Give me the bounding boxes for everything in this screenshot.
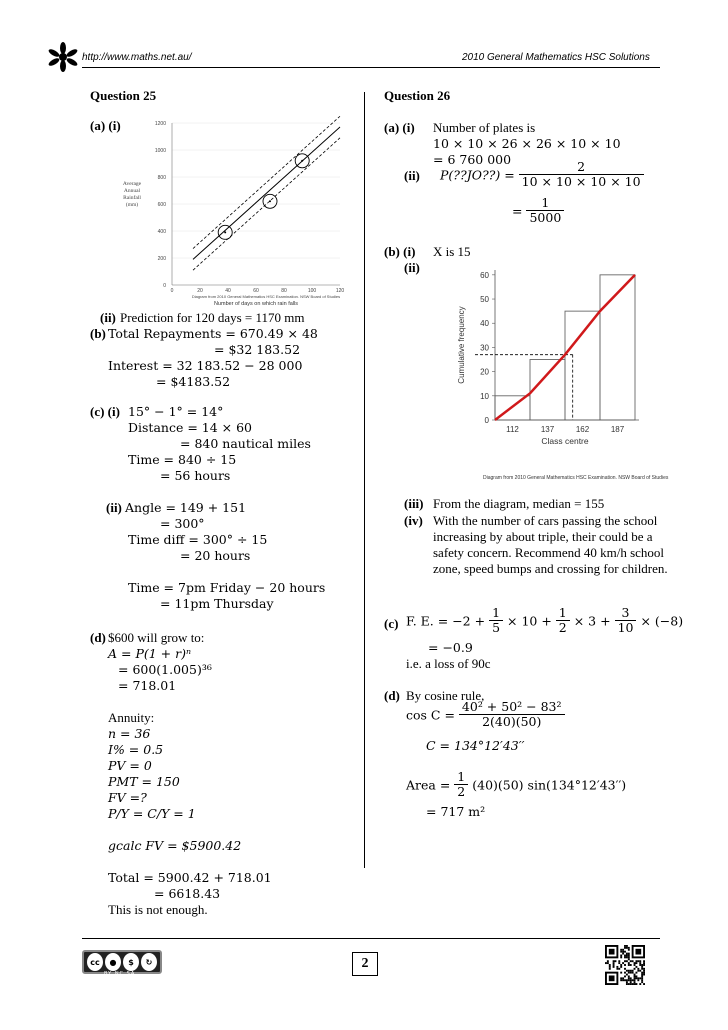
qr-module: [624, 975, 626, 977]
q26-aii-den: 10 × 10 × 10 × 10: [521, 174, 641, 190]
q26-aii-lhs: P(??JO??) =: [440, 167, 515, 183]
q25-cii-line5: Time = 7pm Friday − 20 hours: [128, 580, 326, 595]
qr-module: [628, 964, 630, 966]
q26-c-m3: × (−8): [640, 613, 684, 629]
q26-aii-num: 2: [519, 160, 644, 175]
qr-module: [605, 962, 607, 964]
qr-code-icon[interactable]: [605, 945, 645, 985]
q25-a-label: (a) (i): [90, 118, 121, 133]
q25-d-annuity: Annuity:: [108, 710, 155, 725]
qr-module: [639, 983, 641, 985]
qr-module: [634, 979, 636, 981]
qr-module: [616, 966, 618, 968]
qr-module: [630, 981, 632, 983]
q26-aii-expr2: [512, 196, 564, 226]
q25-c-line1: 15° − 1° = 14°: [128, 404, 224, 419]
q26-c-f2d: 2: [558, 620, 567, 636]
qr-module: [637, 960, 639, 962]
qr-module: [637, 970, 639, 972]
q25-d-pv: PV = 0: [108, 758, 152, 773]
qr-module: [620, 955, 622, 957]
q25-b-label: (b): [90, 326, 106, 341]
qr-module: [641, 975, 643, 977]
qr-module: [630, 979, 632, 981]
qr-module: [630, 970, 632, 972]
q25-d-pmt: PMT = 150: [108, 774, 180, 789]
q26-d-label: (d): [384, 688, 400, 703]
qr-module: [628, 970, 630, 972]
q25-d-line4: = 718.01: [118, 678, 177, 693]
qr-module: [626, 983, 628, 985]
qr-module: [628, 979, 630, 981]
qr-module: [628, 972, 630, 974]
cc-nc-label: NC: [114, 971, 125, 977]
qr-module: [616, 968, 618, 970]
qr-module: [637, 968, 639, 970]
qr-module: [643, 970, 645, 972]
y-tick-label: 20: [480, 367, 489, 377]
data-point: [301, 160, 303, 162]
qr-finder-core: [609, 949, 615, 955]
x-axis-label: Number of days on which rain falls: [213, 301, 299, 307]
cc-sa-label: SA: [126, 971, 136, 977]
band-line: [193, 116, 340, 248]
qr-module: [635, 972, 637, 974]
q26-d-area-rest: (40)(50) sin(134°12′43′′): [472, 777, 627, 793]
qr-module: [624, 968, 626, 970]
x-tick-label: 60: [253, 288, 259, 294]
q26-c-m1: × 10 +: [507, 613, 552, 629]
qr-module: [632, 970, 634, 972]
qr-module: [615, 960, 617, 962]
qr-module: [622, 979, 624, 981]
q26-d-half-d: 2: [457, 784, 466, 800]
qr-module: [635, 975, 637, 977]
qr-module: [643, 974, 645, 976]
q25-d-line1: $600 will grow to:: [108, 630, 205, 645]
q26-c-f2n: 1: [556, 606, 570, 621]
x-tick-label: 187: [610, 425, 625, 434]
q25-d-total3: This is not enough.: [108, 902, 208, 917]
y-tick-label: 600: [157, 202, 166, 208]
qr-module: [620, 966, 622, 968]
q25-b-line3: Interest = 32 183.52 − 28 000: [108, 358, 303, 373]
qr-module: [618, 960, 620, 962]
q26-c-frac2: [556, 606, 570, 636]
q26-d-num: 40² + 50² − 83²: [459, 700, 565, 715]
x-tick-label: 0: [170, 288, 174, 294]
qr-module: [632, 979, 634, 981]
qr-module: [628, 955, 630, 957]
x-tick-label: 100: [307, 288, 317, 294]
q26-c-line3: i.e. a loss of 90c: [406, 656, 491, 671]
q26-biv-label: (iv): [404, 513, 423, 528]
x-tick-label: 20: [197, 288, 203, 294]
qr-module: [624, 956, 626, 958]
q26-d-area-expr: [406, 770, 626, 800]
y-tick-label: 1200: [154, 121, 166, 127]
chart-caption: Diagram from 2010 General Mathematics HSC Examination. NSW Board of Studies: [191, 294, 341, 299]
qr-module: [626, 979, 628, 981]
y-tick-label: 50: [480, 295, 489, 305]
x-axis-label: Class centre: [541, 436, 589, 446]
qr-module: [635, 966, 637, 968]
qr-module: [635, 960, 637, 962]
x-tick-label: 112: [506, 425, 519, 434]
qr-module: [641, 968, 643, 970]
qr-module: [637, 979, 639, 981]
q26-c-m2: × 3 +: [573, 613, 611, 629]
y-tick-label: 30: [480, 343, 489, 353]
q25-c-line2: Distance = 14 × 60: [128, 420, 253, 435]
qr-module: [609, 968, 611, 970]
q25-cii-line1: Angle = 149 + 151: [125, 500, 247, 515]
q26-aii-expr: [440, 160, 644, 190]
q26-aii-fraction2: [526, 196, 564, 226]
x-tick-label: 40: [225, 288, 231, 294]
header-title: 2010 General Mathematics HSC Solutions: [462, 52, 650, 63]
y-tick-label: 60: [480, 270, 489, 280]
qr-module: [632, 960, 634, 962]
q26-c-f1d: 5: [492, 620, 501, 636]
qr-module: [643, 968, 645, 970]
page-number: 2: [352, 952, 378, 976]
qr-module: [634, 975, 636, 977]
q25-c-line3: = 840 nautical miles: [180, 436, 311, 451]
qr-module: [639, 964, 641, 966]
q25-cii-line2: = 300°: [160, 516, 205, 531]
qr-module: [628, 983, 630, 985]
qr-module: [609, 964, 611, 966]
q26-d-area2: = 717 m²: [426, 804, 486, 819]
qr-module: [628, 956, 630, 958]
q26-c-lhs: F. E. = −2 +: [406, 613, 486, 629]
q25-d-gcalc: gcalc FV = $5900.42: [108, 838, 242, 853]
qr-module: [620, 956, 622, 958]
qr-module: [641, 966, 643, 968]
q25-d-line3: = 600(1.005)³⁶: [118, 662, 212, 677]
q25-d-n: n = 36: [108, 726, 151, 741]
q26-chart-caption: Diagram from 2010 General Mathematics HSC Examination. NSW Board of Studies: [483, 475, 669, 481]
sa-share-icon: ↻: [141, 953, 157, 971]
q26-aii-num2: 1: [526, 196, 564, 211]
qr-module: [624, 955, 626, 957]
qr-module: [628, 975, 630, 977]
qr-module: [626, 956, 628, 958]
qr-module: [630, 972, 632, 974]
y-axis-label: Rainfall: [123, 195, 141, 201]
y-tick-label: 40: [480, 319, 489, 329]
qr-module: [634, 977, 636, 979]
y-axis-label: Cumulative frequency: [457, 306, 466, 384]
qr-module: [613, 966, 615, 968]
qr-module: [622, 953, 624, 955]
qr-module: [630, 960, 632, 962]
q26-heading: Question 26: [384, 88, 451, 103]
q25-d-py: P/Y = C/Y = 1: [108, 806, 196, 821]
qr-module: [626, 945, 628, 947]
qr-module: [618, 968, 620, 970]
qr-module: [624, 960, 626, 962]
q26-aii-fraction: [519, 160, 644, 190]
histogram-bar: [565, 311, 600, 420]
q25-b-line4: = $4183.52: [156, 374, 231, 389]
qr-module: [643, 960, 645, 962]
q25-cii-line6: = 11pm Thursday: [160, 596, 274, 611]
q26-bii-label: (ii): [404, 260, 420, 275]
qr-module: [618, 962, 620, 964]
column-divider: [364, 92, 365, 868]
qr-module: [632, 983, 634, 985]
q26-a-line2: 10 × 10 × 26 × 26 × 10 × 10: [433, 136, 621, 151]
qr-module: [624, 972, 626, 974]
cc-labels: [104, 971, 135, 977]
q26-aii-label: (ii): [404, 168, 420, 183]
qr-module: [628, 949, 630, 951]
q26-biii-label: (iii): [404, 496, 424, 511]
q25-d-line2: A = P(1 + r)ⁿ: [108, 646, 192, 661]
qr-module: [620, 949, 622, 951]
qr-module: [609, 966, 611, 968]
qr-module: [634, 983, 636, 985]
q26-d-area: Area =: [406, 777, 451, 793]
q26-c-frac3: [615, 606, 637, 636]
qr-module: [620, 979, 622, 981]
qr-module: [634, 974, 636, 976]
qr-module: [624, 947, 626, 949]
y-axis-label: Average: [122, 181, 142, 187]
qr-module: [630, 983, 632, 985]
qr-module: [634, 964, 636, 966]
q26-c-f1n: 1: [489, 606, 503, 621]
qr-module: [626, 947, 628, 949]
qr-module: [635, 977, 637, 979]
qr-finder-core: [609, 975, 615, 981]
qr-module: [628, 947, 630, 949]
y-tick-label: 1000: [154, 148, 166, 154]
y-tick-label: 10: [480, 391, 489, 401]
q26-c-f3d: 10: [617, 620, 634, 636]
cc-by-label: BY: [104, 971, 113, 977]
footer-rule: [82, 938, 660, 939]
q25-cii-line3: Time diff = 300° ÷ 15: [128, 532, 268, 547]
qr-module: [641, 981, 643, 983]
q26-aii-eq: =: [512, 203, 523, 219]
qr-module: [641, 972, 643, 974]
q26-b-label: (b) (i): [384, 244, 416, 259]
q26-aii-den2: 5000: [529, 210, 562, 226]
rainfall-scatter-chart: [112, 115, 345, 307]
histogram-bar: [530, 360, 565, 420]
q25-cii-label: (ii): [106, 500, 122, 515]
y-tick-label: 200: [157, 256, 166, 262]
qr-module: [643, 962, 645, 964]
q25-c-label: (c) (i): [90, 404, 120, 419]
q26-d-c: C = 134°12′43′′: [426, 738, 525, 753]
cc-license-badge[interactable]: [82, 950, 162, 978]
q26-c-line2: = −0.9: [428, 640, 473, 655]
qr-module: [622, 977, 624, 979]
header-rule: [82, 67, 660, 68]
qr-module: [620, 972, 622, 974]
q26-d-den: 2(40)(50): [482, 714, 542, 730]
qr-module: [628, 953, 630, 955]
x-tick-label: 80: [281, 288, 287, 294]
qr-module: [628, 977, 630, 979]
qr-module: [626, 960, 628, 962]
qr-module: [643, 983, 645, 985]
qr-module: [624, 945, 626, 947]
qr-module: [624, 951, 626, 953]
qr-module: [634, 968, 636, 970]
q26-d-cos-frac: [459, 700, 565, 730]
qr-module: [613, 964, 615, 966]
q26-a-line3: = 6 760 000: [433, 152, 512, 167]
qr-module: [626, 955, 628, 957]
q25-b-line2: = $32 183.52: [214, 342, 301, 357]
y-axis-label: Annual: [123, 188, 141, 194]
qr-module: [620, 977, 622, 979]
qr-module: [639, 960, 641, 962]
qr-module: [620, 964, 622, 966]
qr-module: [632, 972, 634, 974]
qr-module: [639, 970, 641, 972]
q26-d-cos: cos C =: [406, 707, 455, 723]
q26-d-line1: By cosine rule,: [406, 688, 485, 703]
q26-c-f3n: 3: [615, 606, 637, 621]
qr-module: [630, 964, 632, 966]
qr-module: [626, 981, 628, 983]
y-tick-label: 400: [157, 229, 166, 235]
qr-module: [641, 964, 643, 966]
qr-module: [624, 979, 626, 981]
qr-module: [607, 962, 609, 964]
q25-b-line1: Total Repayments = 670.49 × 48: [108, 326, 318, 341]
cc-icon: cc: [87, 953, 103, 971]
qr-finder-core: [635, 949, 641, 955]
q25-d-label: (d): [90, 630, 106, 645]
qr-module: [626, 953, 628, 955]
qr-module: [634, 981, 636, 983]
q25-aii-label: (ii): [100, 310, 116, 325]
q26-c-frac1: [489, 606, 503, 636]
q25-d-total2: = 6618.43: [154, 886, 221, 901]
q25-aii-text: Prediction for 120 days = 1170 mm: [120, 310, 305, 325]
qr-module: [628, 958, 630, 960]
qr-module: [639, 977, 641, 979]
qr-module: [622, 962, 624, 964]
qr-module: [641, 979, 643, 981]
q26-a-label: (a) (i): [384, 120, 415, 135]
header-url[interactable]: http://www.maths.net.au/: [82, 52, 192, 63]
qr-module: [628, 962, 630, 964]
q25-cii-line4: = 20 hours: [180, 548, 251, 563]
line-of-best-fit: [193, 127, 340, 259]
data-point: [269, 200, 271, 202]
y-tick-label: 0: [484, 416, 489, 425]
qr-module: [643, 972, 645, 974]
y-axis-label: (mm): [125, 202, 139, 208]
x-tick-label: 120: [335, 288, 345, 294]
q25-d-total1: Total = 5900.42 + 718.01: [108, 870, 272, 885]
header-logo: [48, 42, 78, 77]
qr-module: [641, 977, 643, 979]
qr-module: [630, 977, 632, 979]
qr-module: [613, 962, 615, 964]
y-tick-label: 0: [163, 283, 166, 289]
q26-biii-text: From the diagram, median = 155: [433, 496, 605, 511]
q25-c-line4: Time = 840 ÷ 15: [128, 452, 237, 467]
qr-module: [624, 964, 626, 966]
x-tick-label: 137: [540, 425, 555, 434]
qr-module: [620, 951, 622, 953]
data-point: [224, 231, 226, 233]
asterisk-icon: [48, 42, 78, 72]
qr-module: [626, 974, 628, 976]
qr-module: [635, 962, 637, 964]
qr-module: [622, 951, 624, 953]
cumulative-frequency-chart: [450, 262, 650, 462]
qr-module: [641, 974, 643, 976]
qr-module: [639, 962, 641, 964]
q26-d-cos-expr: [406, 700, 565, 730]
q26-a-line1: Number of plates is: [433, 120, 536, 135]
q26-d-half-n: 1: [454, 770, 468, 785]
nc-dollar-icon: $: [123, 953, 139, 971]
q26-b-line1: X is 15: [433, 244, 471, 259]
q26-biv-text: With the number of cars passing the school increasing by about triple, their could be a safety concern. Recommend 40 km/h school zone, speed bumps and crossing for children.: [433, 513, 668, 576]
y-tick-label: 800: [157, 175, 166, 181]
q25-d-fv: FV =?: [108, 790, 147, 805]
qr-module: [626, 970, 628, 972]
qr-module: [622, 949, 624, 951]
qr-module: [637, 977, 639, 979]
x-tick-label: 162: [575, 425, 590, 434]
q26-c-expr: [406, 606, 683, 636]
qr-module: [607, 960, 609, 962]
by-person-icon: ●: [105, 953, 121, 971]
qr-module: [635, 983, 637, 985]
q25-heading: Question 25: [90, 88, 157, 103]
q25-d-i: I% = 0.5: [108, 742, 164, 757]
q26-c-label: (c): [384, 616, 399, 631]
q26-d-half: [454, 770, 468, 800]
qr-module: [613, 960, 615, 962]
q25-c-line5: = 56 hours: [160, 468, 231, 483]
qr-module: [634, 962, 636, 964]
qr-module: [643, 964, 645, 966]
histogram-bar: [600, 275, 635, 420]
